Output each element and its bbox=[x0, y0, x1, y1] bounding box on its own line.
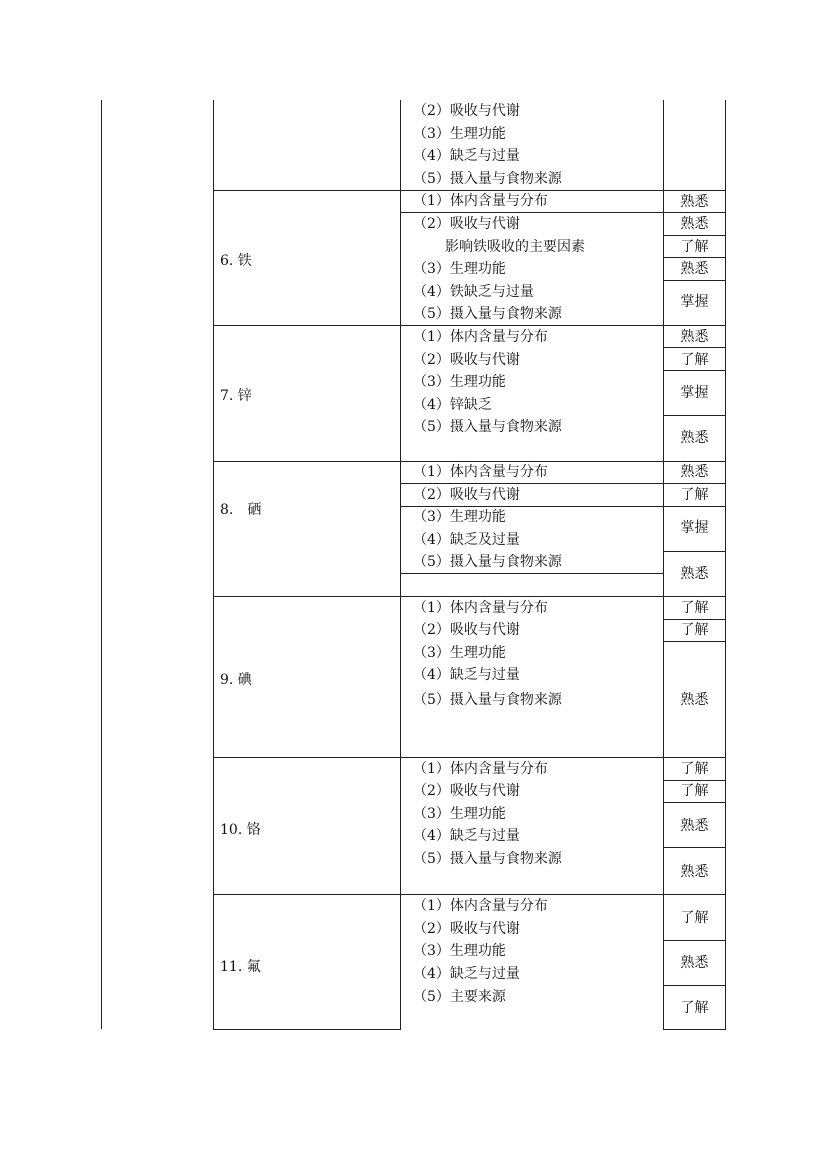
content-item: （2）吸收与代谢 bbox=[413, 352, 520, 368]
content-item: （2）吸收与代谢 bbox=[413, 921, 520, 937]
level-label: 熟悉 bbox=[680, 692, 709, 708]
table-bottom-border bbox=[213, 1029, 401, 1030]
content-item: （1）体内含量与分布 bbox=[413, 898, 548, 914]
level-label: 了解 bbox=[680, 600, 709, 616]
content-item: （5）摄入量与食物来源 bbox=[413, 692, 562, 708]
content-item: （5）摄入量与食物来源 bbox=[413, 554, 562, 570]
row-divider bbox=[400, 212, 664, 213]
content-item: （4）锌缺乏 bbox=[413, 397, 492, 413]
content-item: （3）生理功能 bbox=[413, 374, 506, 390]
row-divider bbox=[400, 483, 664, 484]
level-label: 熟悉 bbox=[680, 194, 709, 210]
level-divider bbox=[663, 506, 726, 507]
topic-zinc: 7. 锌 bbox=[220, 388, 252, 404]
level-label: 了解 bbox=[680, 783, 709, 799]
content-item: （5）主要来源 bbox=[413, 989, 506, 1005]
level-label: 熟悉 bbox=[680, 329, 709, 345]
content-item: （4）缺乏与过量 bbox=[413, 148, 520, 164]
section-divider bbox=[213, 757, 726, 758]
topic-chromium: 10. 铬 bbox=[220, 822, 261, 838]
row-divider bbox=[400, 573, 664, 574]
level-divider bbox=[663, 370, 726, 371]
level-divider bbox=[663, 847, 726, 848]
row-divider bbox=[400, 506, 664, 507]
topic-fluorine: 11. 氟 bbox=[220, 959, 261, 975]
content-item: （1）体内含量与分布 bbox=[413, 193, 548, 209]
level-label: 熟悉 bbox=[680, 566, 709, 582]
topic-iodine: 9. 碘 bbox=[220, 672, 252, 688]
topic-iron: 6. 铁 bbox=[220, 253, 252, 269]
topic-column-right-border bbox=[400, 100, 401, 1030]
level-label: 熟悉 bbox=[680, 818, 709, 834]
topic-column-left-border bbox=[213, 100, 214, 1030]
level-label: 了解 bbox=[680, 910, 709, 926]
content-item: （1）体内含量与分布 bbox=[413, 600, 548, 616]
level-divider bbox=[663, 257, 726, 258]
level-divider bbox=[663, 641, 726, 642]
content-item: （3）生理功能 bbox=[413, 645, 506, 661]
outer-left-border bbox=[101, 100, 102, 1029]
content-item: （4）缺乏与过量 bbox=[413, 966, 520, 982]
section-divider bbox=[213, 596, 726, 597]
topic-selenium: 8. 硒 bbox=[220, 502, 262, 518]
content-item: （4）缺乏与过量 bbox=[413, 667, 520, 683]
content-item: （4）缺乏及过量 bbox=[413, 532, 520, 548]
content-item: （3）生理功能 bbox=[413, 509, 506, 525]
level-divider bbox=[663, 415, 726, 416]
content-item: （3）生理功能 bbox=[413, 126, 506, 142]
level-divider bbox=[663, 280, 726, 281]
level-label: 熟悉 bbox=[680, 430, 709, 446]
level-divider bbox=[663, 551, 726, 552]
level-label: 掌握 bbox=[680, 385, 709, 401]
content-item: （5）摄入量与食物来源 bbox=[413, 851, 562, 867]
level-divider bbox=[663, 212, 726, 213]
level-divider bbox=[663, 780, 726, 781]
level-divider bbox=[663, 802, 726, 803]
content-item: （1）体内含量与分布 bbox=[413, 329, 548, 345]
level-divider bbox=[663, 483, 726, 484]
level-label: 熟悉 bbox=[680, 464, 709, 480]
content-item: （2）吸收与代谢 bbox=[413, 783, 520, 799]
content-item: （3）生理功能 bbox=[413, 943, 506, 959]
level-divider bbox=[663, 985, 726, 986]
section-divider bbox=[213, 325, 726, 326]
section-divider bbox=[213, 190, 726, 191]
level-label: 了解 bbox=[680, 239, 709, 255]
table-bottom-border bbox=[663, 1029, 726, 1030]
level-divider bbox=[663, 940, 726, 941]
level-label: 熟悉 bbox=[680, 216, 709, 232]
content-item: （2）吸收与代谢 bbox=[413, 103, 520, 119]
level-label: 了解 bbox=[680, 622, 709, 638]
level-divider bbox=[663, 347, 726, 348]
level-label: 熟悉 bbox=[680, 864, 709, 880]
content-item: （3）生理功能 bbox=[413, 806, 506, 822]
content-item: （2）吸收与代谢 bbox=[413, 622, 520, 638]
level-label: 了解 bbox=[680, 487, 709, 503]
content-item: （5）摄入量与食物来源 bbox=[413, 171, 562, 187]
level-label: 掌握 bbox=[680, 294, 709, 310]
level-label: 了解 bbox=[680, 761, 709, 777]
content-item: （3）生理功能 bbox=[413, 261, 506, 277]
content-item: （1）体内含量与分布 bbox=[413, 464, 548, 480]
content-item: （4）铁缺乏与过量 bbox=[413, 284, 534, 300]
content-item: （2）吸收与代谢 bbox=[413, 216, 520, 232]
level-label: 了解 bbox=[680, 1000, 709, 1016]
content-item: （2）吸收与代谢 bbox=[413, 487, 520, 503]
section-divider bbox=[213, 894, 726, 895]
content-item: （4）缺乏与过量 bbox=[413, 828, 520, 844]
content-item: （5）摄入量与食物来源 bbox=[413, 306, 562, 322]
level-divider bbox=[663, 235, 726, 236]
level-label: 熟悉 bbox=[680, 955, 709, 971]
content-item: （5）摄入量与食物来源 bbox=[413, 419, 562, 435]
section-divider bbox=[213, 461, 726, 462]
level-label: 了解 bbox=[680, 352, 709, 368]
level-divider bbox=[663, 619, 726, 620]
content-item: 影响铁吸收的主要因素 bbox=[445, 239, 585, 255]
level-column-right-border bbox=[725, 100, 726, 1030]
level-label: 掌握 bbox=[680, 520, 709, 536]
level-label: 熟悉 bbox=[680, 261, 709, 277]
content-item: （1）体内含量与分布 bbox=[413, 761, 548, 777]
